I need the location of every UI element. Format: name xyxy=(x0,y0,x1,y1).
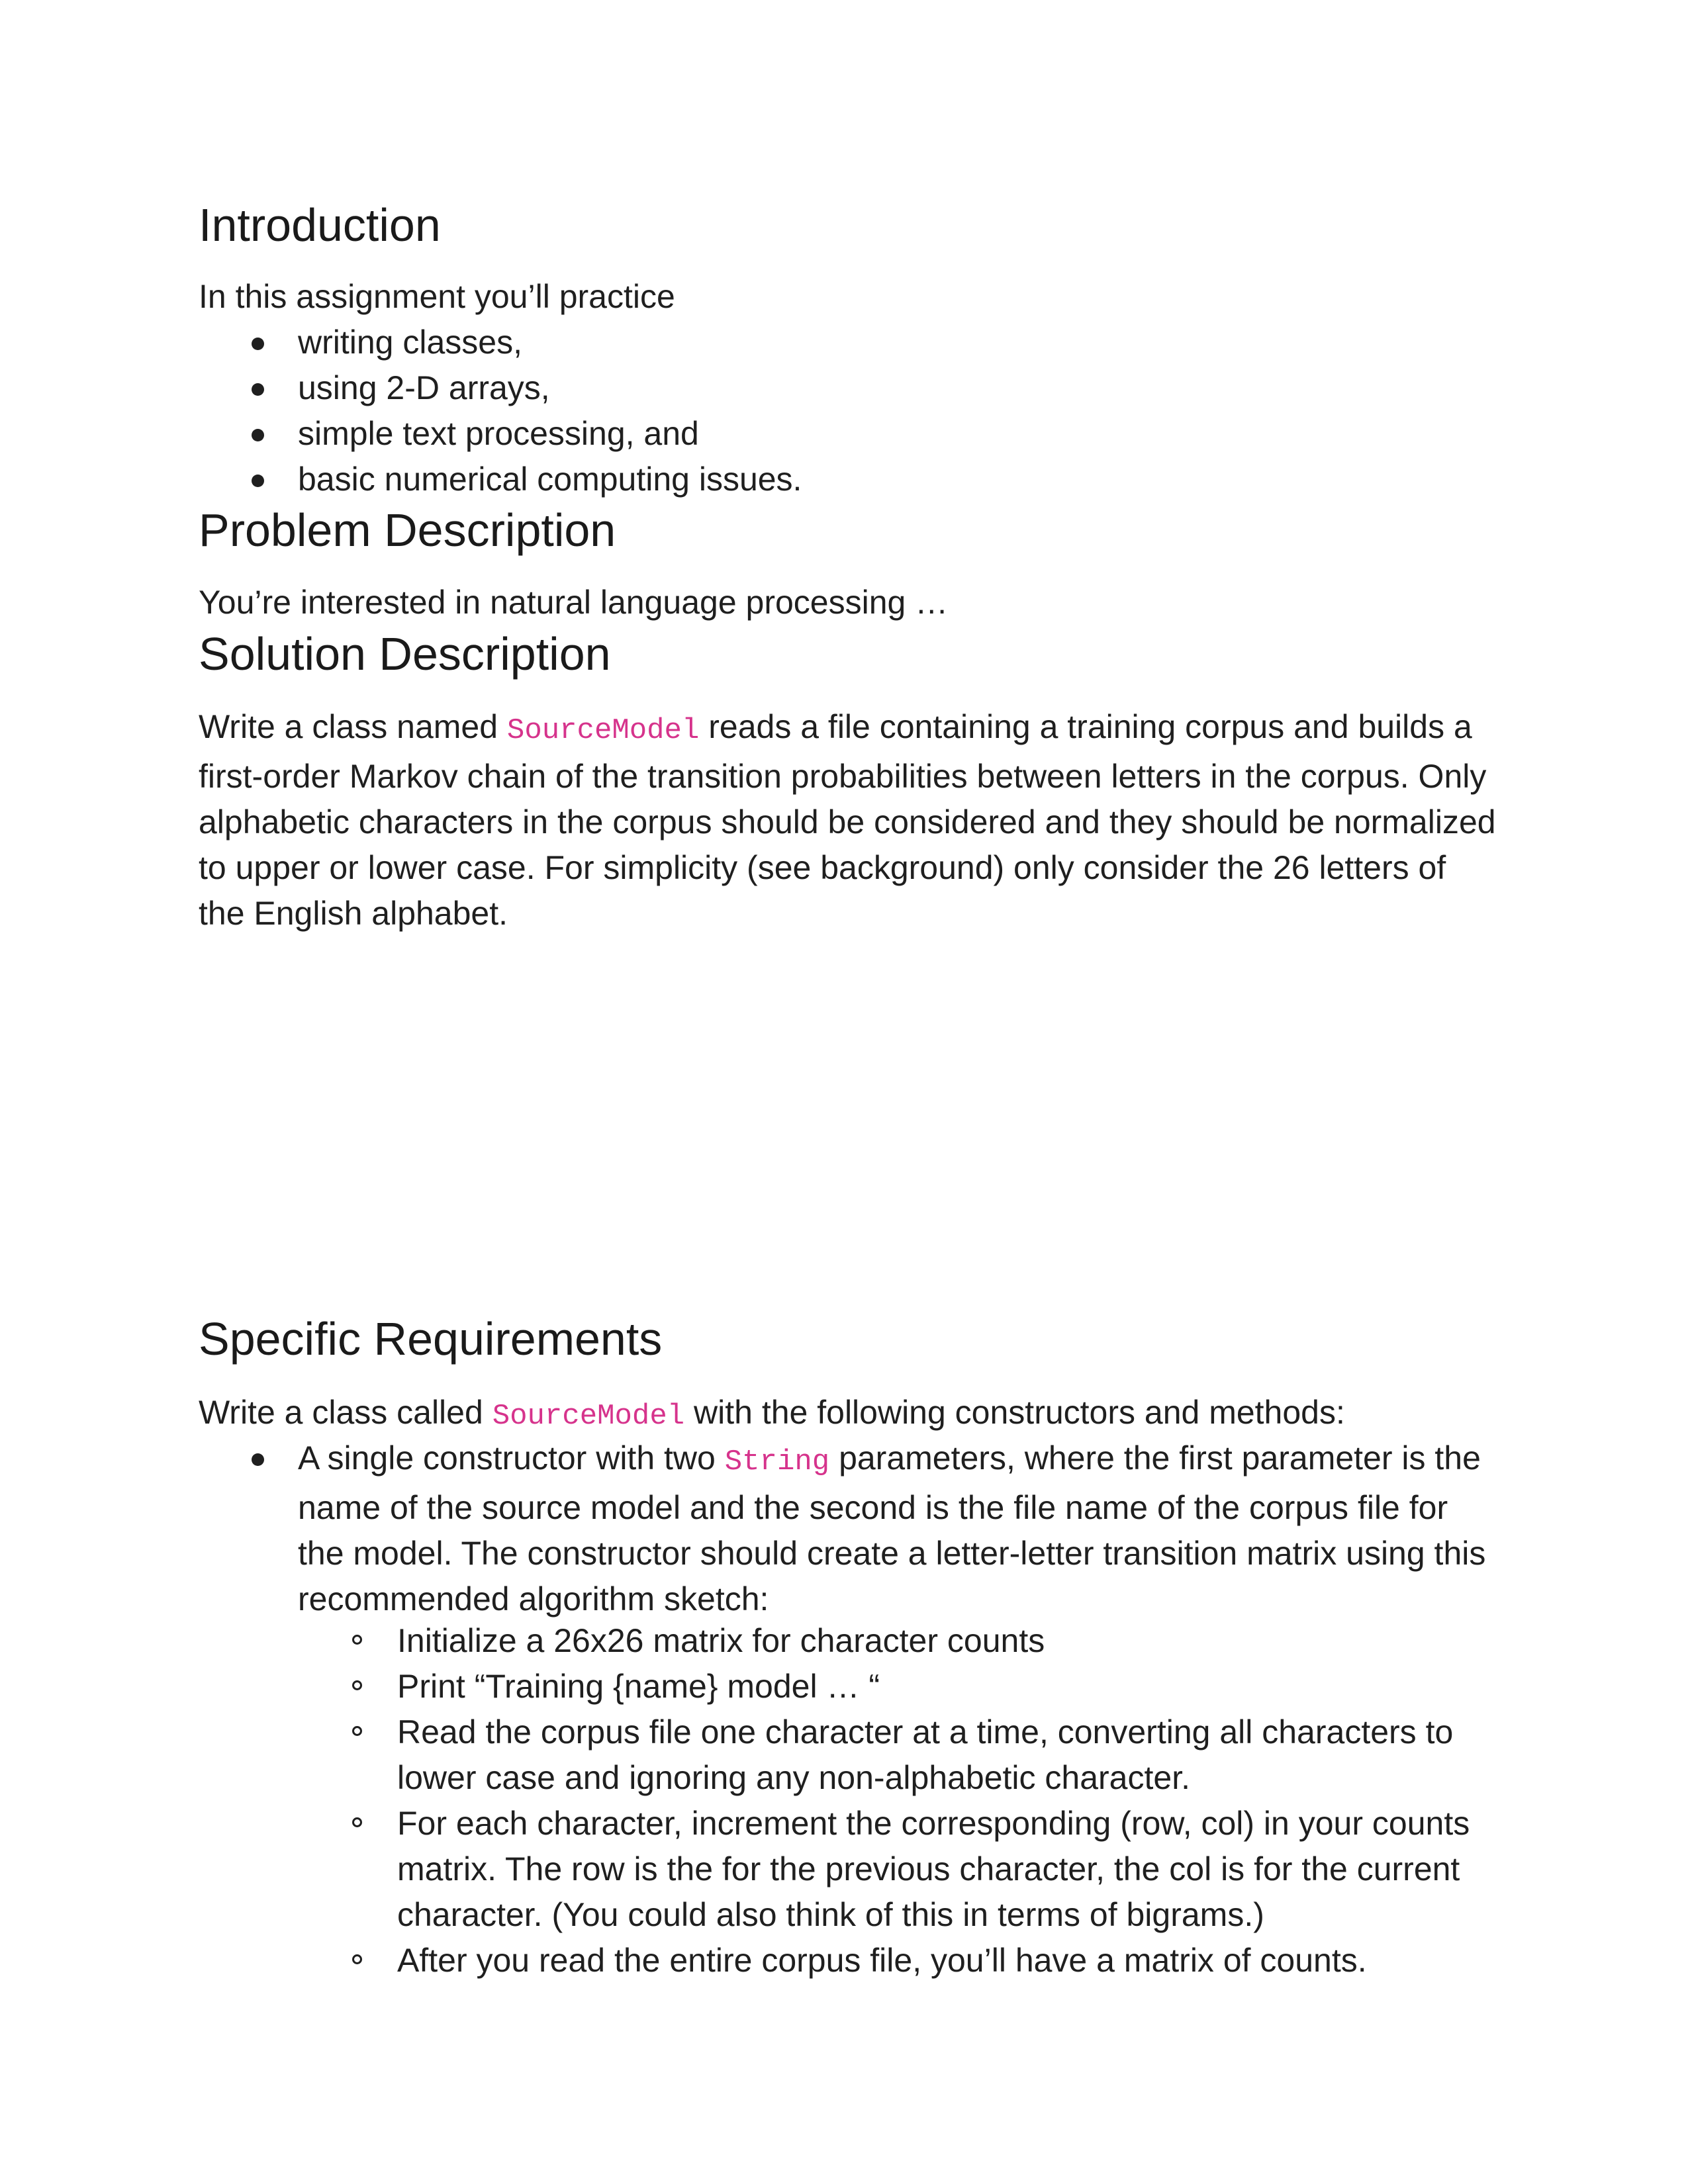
list-item: Initialize a 26x26 matrix for character counts xyxy=(397,1618,1496,1664)
bullet-icon xyxy=(252,1453,264,1466)
bullet-icon xyxy=(252,429,264,441)
solution-paragraph: Write a class named SourceModel reads a file containing a training corpus and builds a first-order Markov chain of the transition probabilities between letters in the corpus. Only alphabetic characters in the corpus should be considered and they should be normalized to upper or lower case. For simplicity (see background) only consider the 26 letters of the English alphabet. xyxy=(199,708,1496,932)
algorithm-steps-list xyxy=(397,1618,1496,1983)
list-item: For each character, increment the corresponding (row, col) in your counts matrix. The row is the for the previous character, the col is for the current character. (You could also think of this in terms of bigrams.) xyxy=(397,1801,1496,1938)
introduction-heading: Introduction xyxy=(199,199,441,251)
list-item: writing classes, xyxy=(298,320,1496,365)
list-item: basic numerical computing issues. xyxy=(298,457,1496,502)
problem-heading: Problem Description xyxy=(199,504,616,556)
introduction-lead: In this assignment you’ll practice xyxy=(199,278,675,315)
solution-heading: Solution Description xyxy=(199,628,611,680)
inline-code: String xyxy=(724,1445,830,1479)
list-item: simple text processing, and xyxy=(298,411,1496,457)
bullet-icon xyxy=(252,338,264,350)
circle-bullet-icon xyxy=(352,1954,362,1964)
inline-code: SourceModel xyxy=(506,714,700,747)
requirements-list xyxy=(298,1435,1496,1622)
introduction-list xyxy=(298,320,1496,502)
inline-code: SourceModel xyxy=(492,1400,685,1433)
bullet-icon xyxy=(252,475,264,487)
circle-bullet-icon xyxy=(352,1635,362,1645)
circle-bullet-icon xyxy=(352,1817,362,1827)
circle-bullet-icon xyxy=(352,1680,362,1690)
bullet-icon xyxy=(252,383,264,396)
requirements-lead: Write a class called SourceModel with the following constructors and methods: xyxy=(199,1394,1345,1433)
circle-bullet-icon xyxy=(352,1726,362,1736)
list-item: Print “Training {name} model … “ xyxy=(397,1664,1496,1709)
list-item: After you read the entire corpus file, you’ll have a matrix of counts. xyxy=(397,1938,1496,1983)
requirements-heading: Specific Requirements xyxy=(199,1313,663,1365)
list-item: using 2-D arrays, xyxy=(298,365,1496,411)
list-item: A single constructor with two String parameters, where the first parameter is the name of the source model and the second is the file name of the corpus file for the model. The constructor should create a letter-letter transition matrix using this recommended algorithm sketch: xyxy=(298,1435,1496,1622)
list-item: Read the corpus file one character at a time, converting all characters to lower case and ignoring any non-alphabetic character. xyxy=(397,1709,1496,1801)
problem-text: You’re interested in natural language processing … xyxy=(199,584,949,621)
